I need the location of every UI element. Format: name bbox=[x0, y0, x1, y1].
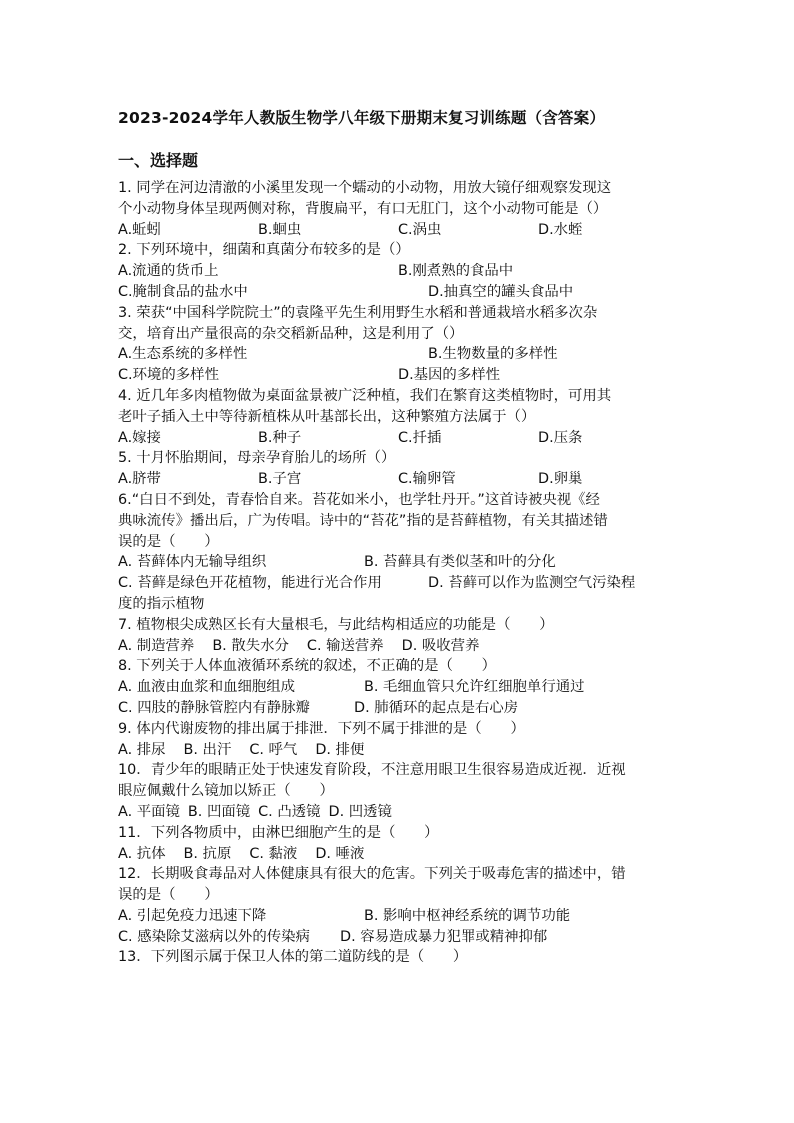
question-stem: 5. 十月怀胎期间，母亲孕育胎儿的场所（） bbox=[118, 450, 396, 467]
question-list bbox=[118, 178, 678, 968]
question-stem: 6.“白日不到处，青春恰自来。苔花如米小，也学牡丹开。”这首诗被央视《经 bbox=[118, 491, 600, 508]
option-b: B. 散失水分 bbox=[212, 637, 289, 654]
option-d: D. 肺循环的起点是右心房 bbox=[354, 699, 519, 716]
option-b: B. 凹面镜 bbox=[187, 803, 251, 820]
option-d: D. 苔藓可以作为监测空气污染程 bbox=[428, 575, 636, 592]
option-b: B. 影响中枢神经系统的调节功能 bbox=[364, 907, 571, 924]
option-a: A.嫁接 bbox=[118, 429, 161, 446]
option-row bbox=[118, 344, 678, 365]
question-5 bbox=[118, 448, 678, 490]
question-stem: 7. 植物根尖成熟区长有大量根毛，与此结构相适应的功能是（ ） bbox=[118, 616, 554, 633]
question-stem: 12．长期吸食毒品对人体健康具有很大的危害。下列关于吸毒危害的描述中，错 bbox=[118, 866, 626, 883]
option-b: B. 苔藓具有类似茎和叶的分化 bbox=[364, 554, 556, 571]
option-d: D. 凹透镜 bbox=[328, 803, 392, 820]
option-c: C. 黏液 bbox=[249, 845, 298, 862]
question-stem: 2. 下列环境中，细菌和真菌分布较多的是（） bbox=[118, 242, 410, 259]
question-4 bbox=[118, 386, 678, 448]
option-d: D. 唾液 bbox=[315, 845, 365, 862]
option-b: B. 毛细血管只允许红细胞单行通过 bbox=[364, 679, 585, 696]
question-stem: 8. 下列关于人体血液循环系统的叙述，不正确的是（ ） bbox=[118, 658, 497, 675]
option-row bbox=[118, 677, 678, 698]
question-stem: 误的是（ ） bbox=[118, 533, 219, 550]
option-c: C.输卵管 bbox=[398, 471, 456, 488]
question-stem: 老叶子插入土中等待新植株从叶基部长出，这种繁殖方法属于（） bbox=[118, 408, 536, 425]
option-a: A.生态系统的多样性 bbox=[118, 346, 248, 363]
question-stem: 典咏流传》播出后，广为传唱。诗中的“苔花”指的是苔藓植物，有关其描述错 bbox=[118, 512, 608, 529]
option-c: C. 感染除艾滋病以外的传染病 bbox=[118, 928, 310, 945]
option-c: C. 输送营养 bbox=[306, 637, 384, 654]
question-6 bbox=[118, 490, 678, 615]
section-heading: 一、选择题 bbox=[118, 151, 199, 170]
page-title: 2023-2024学年人教版生物学八年级下册期末复习训练题（含答案） bbox=[118, 109, 606, 127]
option-row bbox=[118, 636, 678, 657]
question-7 bbox=[118, 615, 678, 657]
question-12 bbox=[118, 864, 678, 947]
option-a: A. 平面镜 bbox=[118, 803, 180, 820]
option-c: C.扦插 bbox=[398, 429, 442, 446]
option-row bbox=[118, 740, 678, 761]
option-c: C. 呼气 bbox=[249, 741, 298, 758]
question-9 bbox=[118, 719, 678, 761]
option-b: B.蛔虫 bbox=[258, 221, 302, 238]
option-b: B. 抗原 bbox=[183, 845, 232, 862]
option-row bbox=[118, 573, 678, 594]
question-stem: 11．下列各物质中，由淋巴细胞产生的是（ ） bbox=[118, 824, 439, 841]
question-1 bbox=[118, 178, 678, 240]
question-stem: 个小动物身体呈现两侧对称，背腹扁平，有口无肛门，这个小动物可能是（） bbox=[118, 200, 608, 217]
question-11 bbox=[118, 823, 678, 865]
option-b: B.生物数量的多样性 bbox=[428, 346, 558, 363]
option-a: A.脐带 bbox=[118, 471, 161, 488]
option-d: D.水蛭 bbox=[538, 221, 583, 238]
option-c: C.环境的多样性 bbox=[118, 367, 219, 384]
question-stem: 9. 体内代谢废物的排出属于排泄．下列不属于排泄的是（ ） bbox=[118, 720, 525, 737]
option-b: B.子宫 bbox=[258, 471, 302, 488]
option-b: B.刚煮熟的食品中 bbox=[398, 263, 514, 280]
option-c: C. 四肢的静脉管腔内有静脉瓣 bbox=[118, 699, 310, 716]
question-8 bbox=[118, 656, 678, 718]
question-10 bbox=[118, 760, 678, 822]
option-row bbox=[118, 428, 678, 449]
option-continuation: 度的指示植物 bbox=[118, 595, 205, 612]
option-row bbox=[118, 927, 678, 948]
option-a: A. 苔藓体内无输导组织 bbox=[118, 554, 267, 571]
option-a: A. 血液由血浆和血细胞组成 bbox=[118, 679, 296, 696]
option-d: D. 排便 bbox=[315, 741, 365, 758]
option-row bbox=[118, 469, 678, 490]
option-d: D.基因的多样性 bbox=[398, 367, 500, 384]
question-13 bbox=[118, 947, 678, 968]
option-row bbox=[118, 365, 678, 386]
question-2 bbox=[118, 240, 678, 302]
option-a: A.蚯蚓 bbox=[118, 221, 161, 238]
option-d: D. 容易造成暴力犯罪或精神抑郁 bbox=[340, 928, 548, 945]
option-a: A. 引起免疫力迅速下降 bbox=[118, 907, 267, 924]
option-a: A. 排尿 bbox=[118, 741, 166, 758]
option-row bbox=[118, 552, 678, 573]
question-stem: 交，培育出产量很高的杂交稻新品种，这是利用了（） bbox=[118, 325, 464, 342]
option-b: B.种子 bbox=[258, 429, 302, 446]
option-d: D.卵巢 bbox=[538, 471, 583, 488]
option-c: C.腌制食品的盐水中 bbox=[118, 283, 248, 300]
question-stem: 13．下列图示属于保卫人体的第二道防线的是（ ） bbox=[118, 949, 468, 966]
question-stem: 3. 荣获“中国科学院院士”的袁隆平先生利用野生水稻和普通栽培水稻多次杂 bbox=[118, 304, 598, 321]
question-stem: 眼应佩戴什么镜加以矫正（ ） bbox=[118, 783, 334, 800]
option-row bbox=[118, 844, 678, 865]
question-stem: 4. 近几年多肉植物做为桌面盆景被广泛种植，我们在繁育这类植物时，可用其 bbox=[118, 387, 612, 404]
question-stem: 误的是（ ） bbox=[118, 887, 219, 904]
option-c: C. 苔藓是绿色开花植物，能进行光合作用 bbox=[118, 575, 382, 592]
option-row bbox=[118, 698, 678, 719]
option-row bbox=[118, 802, 678, 823]
option-d: D.压条 bbox=[538, 429, 583, 446]
option-d: D.抽真空的罐头食品中 bbox=[428, 283, 574, 300]
option-a: A. 抗体 bbox=[118, 845, 166, 862]
option-c: C.涡虫 bbox=[398, 221, 442, 238]
option-row bbox=[118, 282, 678, 303]
question-stem: 10．青少年的眼睛正处于快速发育阶段，不注意用眼卫生很容易造成近视．近视 bbox=[118, 762, 626, 779]
option-row bbox=[118, 261, 678, 282]
question-stem: 1. 同学在河边清澈的小溪里发现一个蠕动的小动物，用放大镜仔细观察发现这 bbox=[118, 180, 612, 196]
option-d: D. 吸收营养 bbox=[401, 637, 480, 654]
option-row bbox=[118, 220, 678, 241]
question-3 bbox=[118, 303, 678, 386]
option-a: A. 制造营养 bbox=[118, 637, 195, 654]
option-row bbox=[118, 906, 678, 927]
option-a: A.流通的货币上 bbox=[118, 263, 219, 280]
option-c: C. 凸透镜 bbox=[258, 803, 321, 820]
option-b: B. 出汗 bbox=[183, 741, 232, 758]
